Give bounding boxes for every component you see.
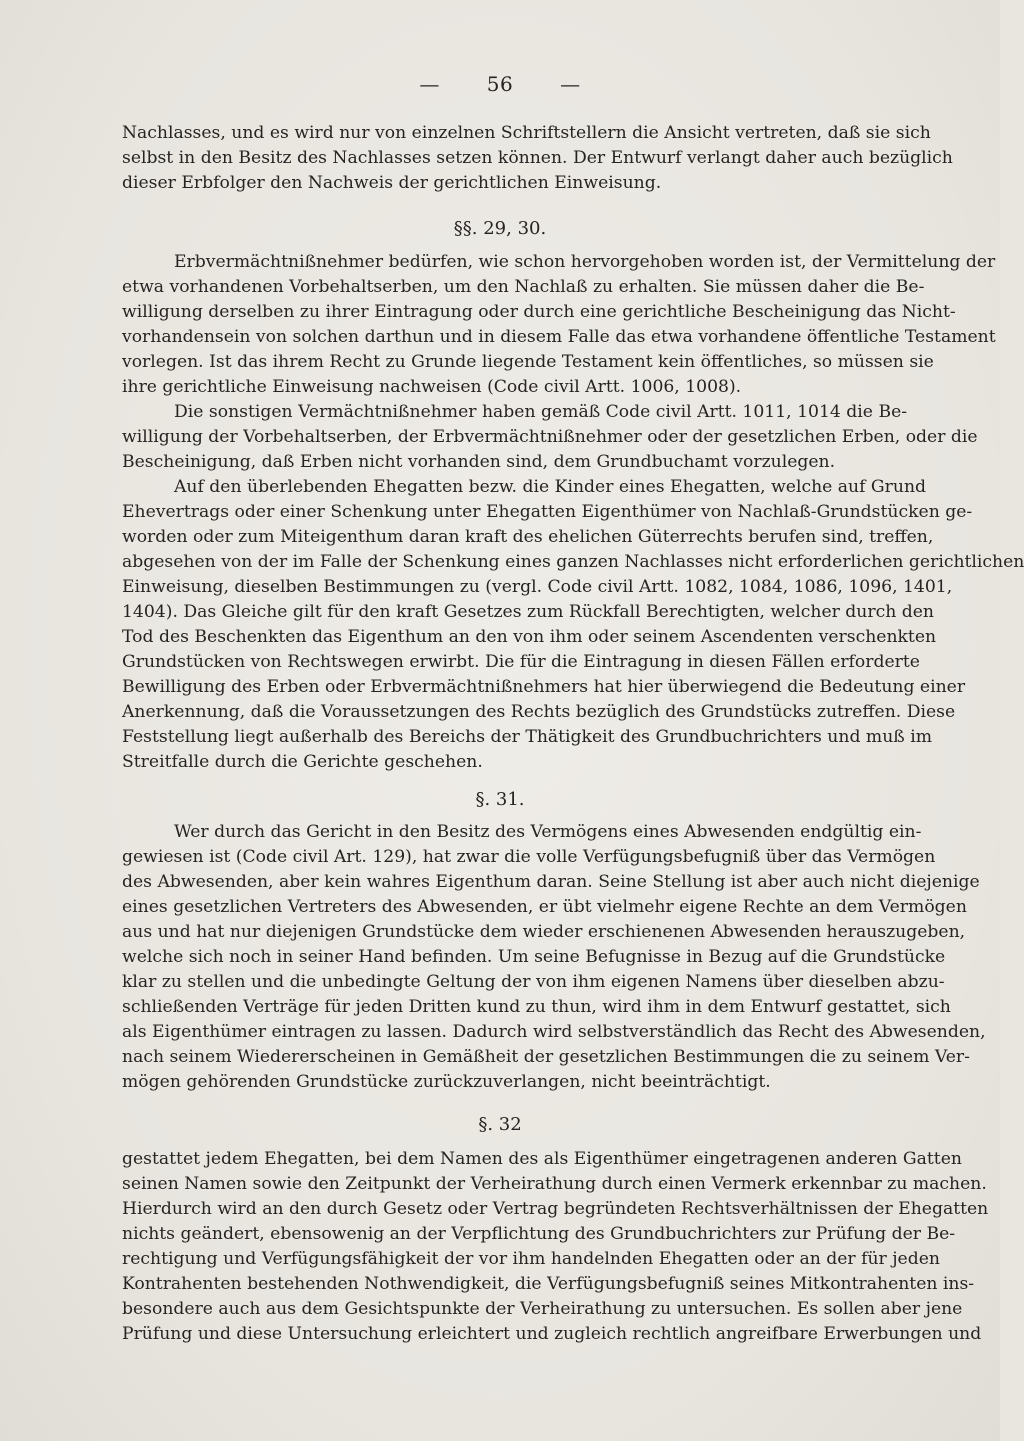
section-heading-32: §. 32 [478, 1114, 522, 1135]
text-line: Bescheinigung, daß Erben nicht vorhanden sind, dem Grundbuchamt vorzulegen. [122, 452, 836, 472]
text-line: schließenden Verträge für jeden Dritten kund zu thun, wird ihm in dem Entwurf gestattet, sich [122, 997, 951, 1017]
text-line: gewiesen ist (Code civil Art. 129), hat zwar die volle Verfügungsbefugniß über das Vermögen [122, 847, 936, 867]
text-line: als Eigenthümer eintragen zu lassen. Dadurch wird selbstverständlich das Recht des Abwesenden, [122, 1022, 986, 1042]
section-31-body [122, 820, 986, 1095]
text-line: Streitfalle durch die Gerichte geschehen. [122, 752, 483, 772]
text-line: vorhandensein von solchen darthun und in diesem Falle das etwa vorhandene öffentliche Testament [122, 327, 996, 347]
text-line: selbst in den Besitz des Nachlasses setzen können. Der Entwurf verlangt daher auch bezüglich [122, 148, 953, 168]
section-heading-31: §. 31. [475, 789, 525, 810]
text-line: Prüfung und diese Untersuchung erleichtert und zugleich rechtlich angreifbare Erwerbungen und [122, 1324, 982, 1344]
page-number-dash-right: — [560, 72, 581, 96]
text-line: dieser Erbfolger den Nachweis der gerichtlichen Einweisung. [122, 173, 662, 193]
section-32-body [122, 1147, 989, 1347]
text-line: nach seinem Wiedererscheinen in Gemäßheit der gesetzlichen Bestimmungen die zu seinem Ver- [122, 1047, 970, 1067]
text-line: seinen Namen sowie den Zeitpunkt der Verheirathung durch einen Vermerk erkennbar zu machen. [122, 1174, 987, 1194]
text-line: abgesehen von der im Falle der Schenkung eines ganzen Nachlasses nicht erforderlichen gerichtlichen [122, 552, 1024, 572]
text-line: Anerkennung, daß die Voraussetzungen des Rechts bezüglich des Grundstücks zutreffen. Diese [122, 702, 956, 722]
text-line: Bewilligung des Erben oder Erbvermächtnißnehmers hat hier überwiegend die Bedeutung einer [122, 677, 966, 697]
text-line: Wer durch das Gericht in den Besitz des Vermögens eines Abwesenden endgültig ein- [174, 822, 922, 842]
text-line: etwa vorhandenen Vorbehaltserben, um den Nachlaß zu erhalten. Sie müssen daher die Be- [122, 277, 925, 297]
text-line: Die sonstigen Vermächtnißnehmer haben gemäß Code civil Artt. 1011, 1014 die Be- [174, 402, 908, 422]
text-line: nichts geändert, ebensowenig an der Verpflichtung des Grundbuchrichters zur Prüfung der Be- [122, 1224, 956, 1244]
text-line: Erbvermächtnißnehmer bedürfen, wie schon hervorgehoben worden ist, der Vermittelung der [174, 252, 996, 272]
text-line: des Abwesenden, aber kein wahres Eigenthum daran. Seine Stellung ist aber auch nicht diejenige [122, 872, 980, 892]
text-line: ihre gerichtliche Einweisung nachweisen (Code civil Artt. 1006, 1008). [122, 377, 742, 397]
text-line: mögen gehörenden Grundstücke zurückzuverlangen, nicht beeinträchtigt. [122, 1072, 771, 1092]
text-line: Kontrahenten bestehenden Nothwendigkeit, die Verfügungsbefugniß seines Mitkontrahenten ins- [122, 1274, 975, 1294]
text-line: rechtigung und Verfügungsfähigkeit der vor ihm handelnden Ehegatten oder an der für jeden [122, 1249, 940, 1269]
paragraph-continuation [122, 121, 953, 196]
page-number-dash-left: — [419, 72, 440, 96]
text-line: vorlegen. Ist das ihrem Recht zu Grunde liegende Testament kein öffentliches, so müssen sie [122, 352, 934, 372]
text-line: besondere auch aus dem Gesichtspunkte der Verheirathung zu untersuchen. Es sollen aber jene [122, 1299, 963, 1319]
text-line: Grundstücken von Rechtswegen erwirbt. Die für die Eintragung in diesen Fällen erforderte [122, 652, 920, 672]
section-heading-29-30: §§. 29, 30. [453, 218, 547, 239]
text-line: welche sich noch in seiner Hand befinden. Um seine Befugnisse in Bezug auf die Grundstücke [122, 947, 946, 967]
text-line: Hierdurch wird an den durch Gesetz oder Vertrag begründeten Rechtsverhältnissen der Ehegatten [122, 1199, 989, 1219]
text-line: Einweisung, dieselben Bestimmungen zu (vergl. Code civil Artt. 1082, 1084, 1086, 1096, 1401, [122, 577, 953, 597]
page-number-value: 56 [486, 72, 514, 96]
text-line: 1404). Das Gleiche gilt für den kraft Gesetzes zum Rückfall Berechtigten, welcher durch den [122, 602, 935, 622]
text-line: aus und hat nur diejenigen Grundstücke dem wieder erschienenen Abwesenden herauszugeben, [122, 922, 966, 942]
text-line: Feststellung liegt außerhalb des Bereichs der Thätigkeit des Grundbuchrichters und muß im [122, 727, 933, 747]
text-line: willigung der Vorbehaltserben, der Erbvermächtnißnehmer oder der gesetzlichen Erben, oder die [122, 427, 978, 447]
text-line: gestattet jedem Ehegatten, bei dem Namen des als Eigenthümer eingetragenen anderen Gatten [122, 1149, 962, 1169]
page-number [0, 72, 1000, 96]
text-line: eines gesetzlichen Vertreters des Abwesenden, er übt vielmehr eigene Rechte an dem Vermögen [122, 897, 967, 917]
text-line: klar zu stellen und die unbedingte Geltung der von ihm eigenen Namens über dieselben abzu- [122, 972, 945, 992]
text-line: Nachlasses, und es wird nur von einzelnen Schriftstellern die Ansicht vertreten, daß sie sich [122, 123, 931, 143]
text-line: Auf den überlebenden Ehegatten bezw. die Kinder eines Ehegatten, welche auf Grund [174, 477, 927, 497]
text-line: willigung derselben zu ihrer Eintragung oder durch eine gerichtliche Bescheinigung das Nicht- [122, 302, 956, 322]
text-line: worden oder zum Miteigenthum daran kraft des ehelichen Güterrechts berufen sind, treffen, [122, 527, 934, 547]
section-29-30-body [122, 250, 1024, 775]
text-line: Ehevertrags oder einer Schenkung unter Ehegatten Eigenthümer von Nachlaß-Grundstücken ge- [122, 502, 973, 522]
text-line: Tod des Beschenkten das Eigenthum an den von ihm oder seinem Ascendenten verschenkten [122, 627, 937, 647]
